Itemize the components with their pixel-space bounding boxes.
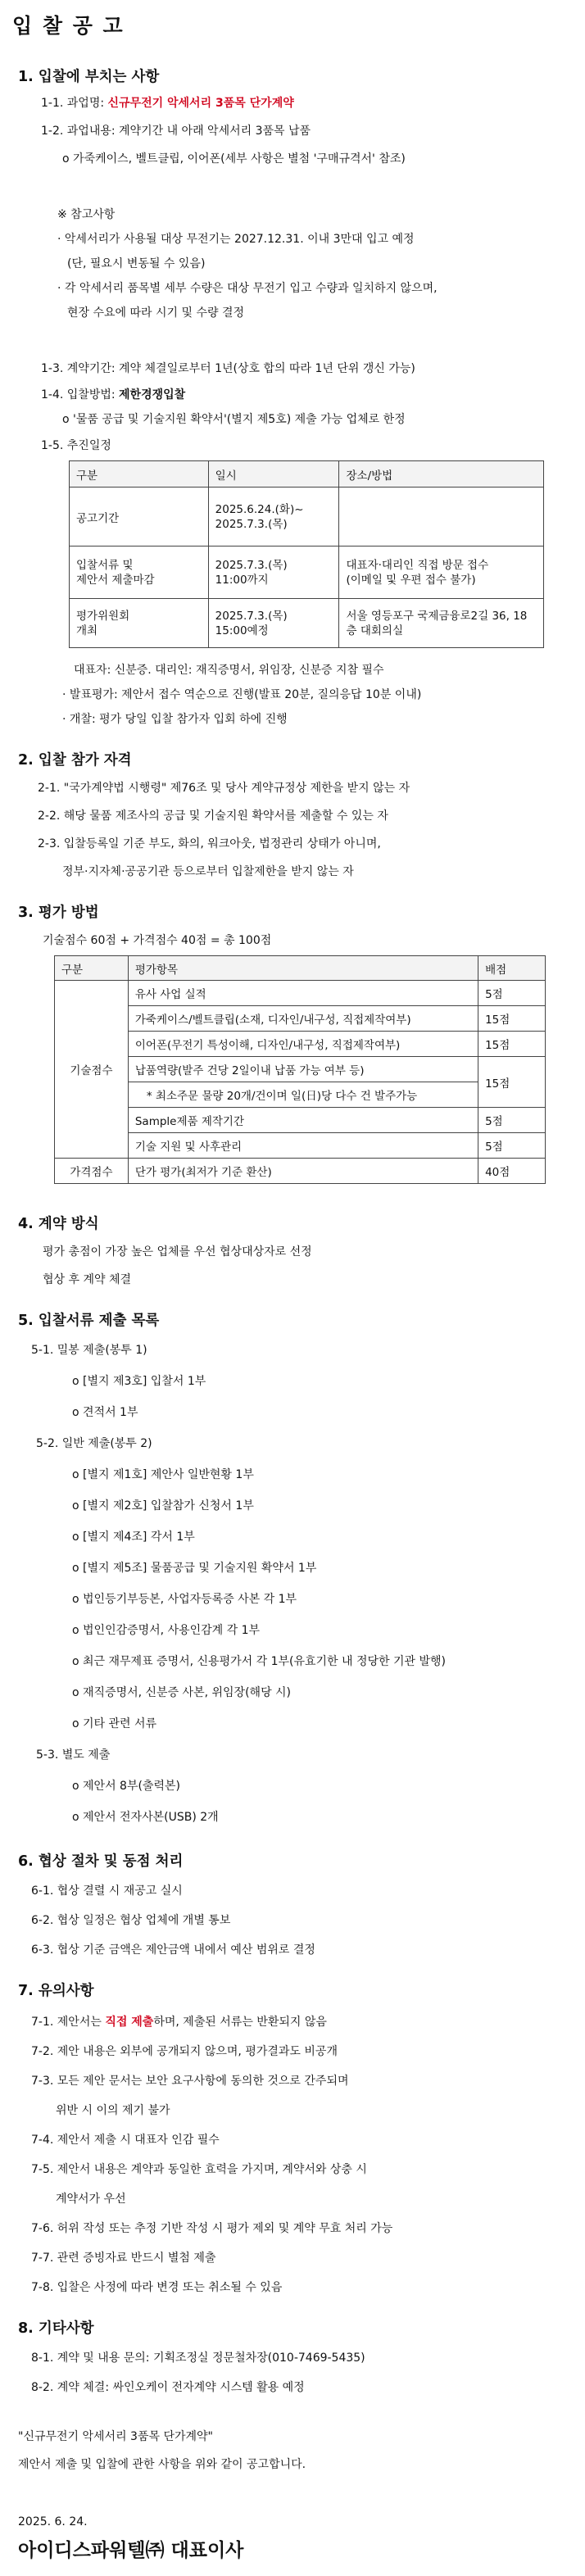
notice-item: 7-3. 모든 제안 문서는 보안 요구사항에 동의한 것으로 간주되며 (31, 2075, 349, 2088)
closing-project-name: "신규무전기 악세서리 3품목 단가계약" (18, 2430, 213, 2443)
task-content-line: 1-2. 과업내용: 계약기간 내 아래 악세서리 3품목 납품 (41, 125, 311, 138)
reference-item: · 각 악세서리 품목별 세부 수량은 대상 무전기 입고 수량과 일치하지 않으며, (57, 282, 438, 295)
cell-line: 평가위원회 (76, 609, 130, 623)
cell-line: 개최 (76, 624, 98, 637)
section-7-heading: 7. 유의사항 (18, 1983, 94, 1999)
bid-method-line (41, 387, 185, 403)
cell-line: 2025.6.24.(화)~ (215, 502, 304, 516)
qualification-item: 2-1. "국가계약법 시행령" 제76조 및 당사 계약규정상 제한을 받지 않는 자 (38, 782, 410, 795)
evaluation-item-note: * 최소주문 물량 20개/건이며 일(日)당 다수 건 발주가능 (128, 1082, 478, 1108)
cell-line: 2025.7.3.(목) (215, 609, 288, 623)
cell-line: 2025.7.3.(목) (215, 517, 288, 531)
task-content-items: o 가죽케이스, 벨트클립, 이어폰(세부 사항은 별첨 '구매규격서' 참조) (62, 152, 406, 166)
schedule-cell (208, 599, 339, 648)
evaluation-score: 5점 (478, 981, 546, 1006)
negotiation-item: 6-1. 협상 결렬 시 재공고 실시 (31, 1884, 183, 1898)
bid-method-prefix: 1-4. 입찰방법: (41, 388, 120, 401)
notice-item: 7-4. 제안서 제출 시 대표자 인감 필수 (31, 2134, 220, 2147)
schedule-cell (208, 546, 339, 599)
document-item: o [별지 제4조] 각서 1부 (72, 1531, 195, 1544)
cell-line: 제안서 제출마감 (76, 573, 155, 587)
evaluation-table (54, 955, 546, 1184)
schedule-cell (70, 546, 209, 599)
bid-method-condition: o '물품 공급 및 기술지원 확약서'(별지 제5호) 제출 가능 업체로 한정 (62, 413, 406, 426)
section-8-heading: 8. 기타사항 (18, 2320, 94, 2337)
general-submission-title: 5-2. 일반 제출(봉투 2) (36, 1437, 152, 1450)
document-item: o 법인인감증명서, 사용인감계 각 1부 (72, 1624, 261, 1637)
separate-submission-title: 5-3. 별도 제출 (36, 1748, 111, 1762)
notice-item: 7-6. 허위 작성 또는 추정 기반 작성 시 평가 제외 및 계약 무효 처리 가능 (31, 2222, 393, 2235)
qualification-item: 2-2. 해당 물품 제조사의 공급 및 기술지원 확약서를 제출할 수 있는 자 (38, 810, 388, 823)
task-name-line (41, 95, 294, 111)
score-summary: 기술점수 60점 + 가격점수 40점 = 총 100점 (43, 934, 272, 947)
section-1-heading: 1. 입찰에 부치는 사항 (18, 69, 160, 85)
schedule-cell (339, 599, 544, 648)
notice-item (31, 2014, 327, 2030)
schedule-note: · 개찰: 평가 당일 입찰 참가자 입회 하에 진행 (62, 713, 288, 726)
schedule-row (70, 546, 544, 599)
evaluation-item: 단가 평가(최저가 기준 환산) (128, 1159, 478, 1184)
schedule-note: · 발표평가: 제안서 접수 역순으로 진행(발표 20분, 질의응답 10분 이내) (62, 688, 422, 701)
document-item: o 기타 관련 서류 (72, 1717, 157, 1730)
document-item: o [별지 제1호] 제안사 일반현황 1부 (72, 1468, 254, 1481)
announcement-date: 2025. 6. 24. (18, 2515, 88, 2528)
section-3-heading: 3. 평가 방법 (18, 905, 99, 921)
schedule-cell (70, 599, 209, 648)
schedule-col-category: 구분 (70, 461, 209, 488)
evaluation-row (55, 1082, 546, 1108)
section-5-heading: 5. 입찰서류 제출 목록 (18, 1313, 160, 1329)
document-item: o [별지 제2호] 입찰참가 신청서 1부 (72, 1499, 254, 1512)
sealed-submission-title: 5-1. 밀봉 제출(봉투 1) (31, 1344, 147, 1357)
schedule-col-datetime: 일시 (208, 461, 339, 488)
misc-item: 8-2. 계약 체결: 싸인오케이 전자계약 시스템 활용 예정 (31, 2381, 305, 2394)
task-name-highlight: 신규무전기 악세서리 3품목 단가계약 (107, 97, 294, 110)
document-item: o [별지 제3호] 입찰서 1부 (72, 1375, 206, 1388)
cell-line: 대표자·대리인 직접 방문 접수 (346, 558, 489, 572)
qualification-item-cont: 정부·지자체·공공기관 등으로부터 입찰제한을 받지 않는 자 (62, 865, 354, 878)
cell-line: 서울 영등포구 국제금융로2길 36, 18 (346, 609, 528, 623)
schedule-cell (208, 488, 339, 546)
notice-item: 7-8. 입찰은 사정에 따라 변경 또는 취소될 수 있음 (31, 2281, 283, 2294)
document-item: o 재직증명서, 신분증 사본, 위임장(해당 시) (72, 1686, 292, 1699)
evaluation-row (55, 1133, 546, 1159)
cell-line: 2025.7.3.(목) (215, 558, 288, 572)
schedule-cell: 공고기간 (70, 488, 209, 546)
negotiation-item: 6-3. 협상 기준 금액은 제안금액 내에서 예산 범위로 결정 (31, 1943, 315, 1957)
reference-item-cont: 현장 수요에 따라 시기 및 수량 결정 (67, 306, 245, 320)
cell-line: 15:00예정 (215, 624, 269, 637)
cell-line: 11:00까지 (215, 573, 269, 587)
notice-text: 하며, 제출된 서류는 반환되지 않음 (153, 2016, 327, 2029)
evaluation-score: 15점 (478, 1006, 546, 1032)
notice-text: 7-1. 제안서는 (31, 2016, 106, 2029)
schedule-note: 대표자: 신분증. 대리인: 재직증명서, 위임장, 신분증 지참 필수 (74, 664, 384, 677)
section-6-heading: 6. 협상 절차 및 동점 처리 (18, 1853, 184, 1870)
evaluation-col-category: 구분 (55, 956, 129, 981)
reference-item-cont: (단, 필요시 변동될 수 있음) (67, 257, 206, 270)
company-signature: 아이디스파워텔㈜ 대표이사 (18, 2540, 244, 2561)
evaluation-row (55, 1006, 546, 1032)
evaluation-row (55, 981, 546, 1006)
contract-method-line: 협상 후 계약 체결 (43, 1273, 132, 1286)
cell-line: 입찰서류 및 (76, 558, 134, 572)
contract-period-line: 1-3. 계약기간: 계약 체결일로부터 1년(상호 합의 따라 1년 단위 갱신 가능) (41, 362, 415, 375)
schedule-row (70, 599, 544, 648)
evaluation-col-item: 평가항목 (128, 956, 478, 981)
evaluation-item: 가죽케이스/벨트클립(소재, 디자인/내구성, 직접제작여부) (128, 1006, 478, 1032)
tech-score-label: 기술점수 (55, 981, 129, 1159)
contract-method-line: 평가 총점이 가장 높은 업체를 우선 협상대상자로 선정 (43, 1245, 312, 1259)
schedule-cell (339, 546, 544, 599)
task-name-prefix: 1-1. 과업명: (41, 97, 108, 110)
document-item: o 최근 재무제표 증명서, 신용평가서 각 1부(유효기한 내 정당한 기관 발행) (72, 1655, 447, 1668)
document-item: o [별지 제5조] 물품공급 및 기술지원 확약서 1부 (72, 1562, 317, 1575)
evaluation-score: 5점 (478, 1108, 546, 1133)
qualification-item: 2-3. 입찰등록일 기준 부도, 화의, 워크아웃, 법정관리 상태가 아니며, (38, 837, 381, 850)
evaluation-row (55, 1159, 546, 1184)
cell-line: (이메일 및 우편 접수 불가) (346, 573, 476, 587)
evaluation-header-row (55, 956, 546, 981)
evaluation-score: 5점 (478, 1133, 546, 1159)
section-4-heading: 4. 계약 방식 (18, 1216, 99, 1232)
notice-item-cont: 위반 시 이의 제기 불가 (56, 2104, 170, 2117)
schedule-col-place: 장소/방법 (339, 461, 544, 488)
document-item: o 제안서 8부(출력본) (72, 1780, 180, 1793)
notice-highlight: 직접 제출 (105, 2016, 154, 2029)
evaluation-item: 기술 지원 및 사후관리 (128, 1133, 478, 1159)
notice-item-cont: 계약서가 우선 (56, 2193, 126, 2206)
evaluation-score: 15점 (478, 1057, 546, 1108)
evaluation-item: 유사 사업 실적 (128, 981, 478, 1006)
schedule-header-row (70, 461, 544, 488)
price-score-label: 가격점수 (55, 1159, 129, 1184)
evaluation-score: 15점 (478, 1032, 546, 1057)
schedule-table (69, 460, 544, 648)
schedule-row (70, 488, 544, 546)
misc-item: 8-1. 계약 및 내용 문의: 기획조정실 정문철차장(010-7469-5435) (31, 2352, 365, 2365)
schedule-cell (339, 488, 544, 546)
evaluation-col-score: 배점 (478, 956, 546, 981)
schedule-title: 1-5. 추진일정 (41, 439, 111, 452)
cell-line: 층 대회의실 (346, 624, 403, 637)
bid-method-value: 제한경쟁입찰 (119, 388, 186, 401)
evaluation-row (55, 1057, 546, 1082)
notice-item: 7-5. 제안서 내용은 계약과 동일한 효력을 가지며, 계약서와 상충 시 (31, 2163, 367, 2176)
negotiation-item: 6-2. 협상 일정은 협상 업체에 개별 통보 (31, 1914, 231, 1927)
reference-title: ※ 참고사항 (57, 208, 116, 221)
evaluation-row (55, 1108, 546, 1133)
closing-statement: 제안서 제출 및 입찰에 관한 사항을 위와 같이 공고합니다. (18, 2458, 306, 2471)
document-item: o 제안서 전자사본(USB) 2개 (72, 1811, 219, 1824)
document-item: o 견적서 1부 (72, 1406, 138, 1419)
evaluation-score: 40점 (478, 1159, 546, 1184)
page-title: 입 찰 공 고 (12, 14, 125, 38)
evaluation-item: Sample제품 제작기간 (128, 1108, 478, 1133)
evaluation-item: 납품역량(발주 건당 2일이내 납품 가능 여부 등) (128, 1057, 478, 1082)
document-item: o 법인등기부등본, 사업자등록증 사본 각 1부 (72, 1593, 297, 1606)
evaluation-row (55, 1032, 546, 1057)
section-2-heading: 2. 입찰 참가 자격 (18, 752, 132, 769)
notice-item: 7-7. 관련 증빙자료 반드시 별첨 제출 (31, 2252, 216, 2265)
notice-item: 7-2. 제안 내용은 외부에 공개되지 않으며, 평가결과도 비공개 (31, 2045, 338, 2058)
reference-item: · 악세서리가 사용될 대상 무전기는 2027.12.31. 이내 3만대 입고 예정 (57, 233, 415, 246)
evaluation-item: 이어폰(무전기 특성이해, 디자인/내구성, 직접제작여부) (128, 1032, 478, 1057)
